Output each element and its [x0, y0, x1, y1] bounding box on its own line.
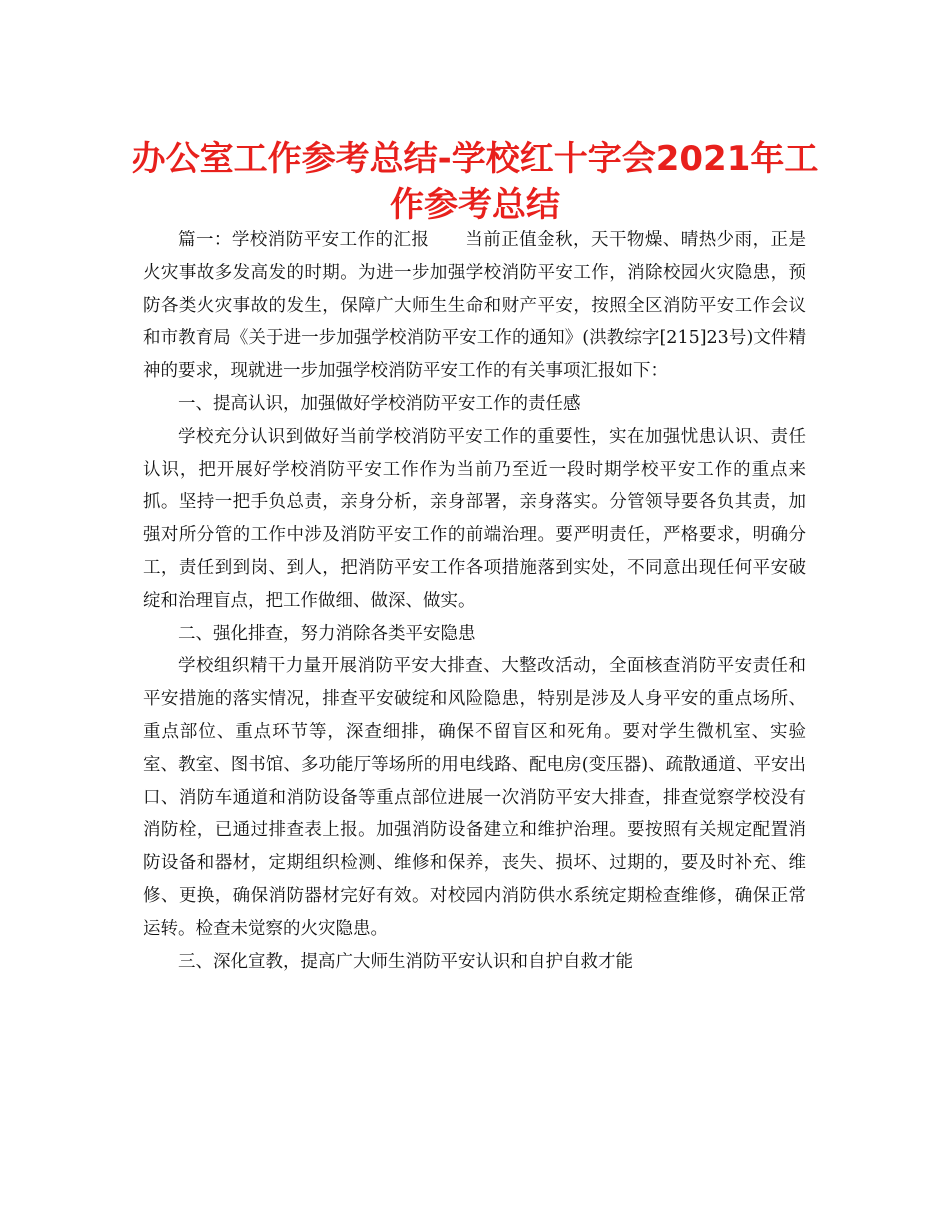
document-title: 办公室工作参考总结-学校红十字会2021年工作参考总结: [131, 139, 819, 225]
paragraph-section-1: 学校充分认识到做好当前学校消防平安工作的重要性，实在加强忧患认识、责任认识，把开展好学校消防平安工作作为当前乃至近一段时期学校平安工作的重点来抓。坚持一把手负总责，亲身分析，亲身部署，亲身落实。分管领导要各负其责，加强对所分管的工作中涉及消防平安工作的前端治理。要严明责任，严格要求，明确分工，责任到到岗、到人，把消防平安工作各项措施落到实处，不同意出现任何平安破绽和治理盲点，把工作做细、做深、做实。: [143, 426, 806, 611]
section-heading-1: 一、提高认识，加强做好学校消防平安工作的责任感: [178, 393, 581, 414]
paragraph-intro: 篇一：学校消防平安工作的汇报 当前正值金秋，天干物燥、晴热少雨，正是火灾事故多发高发的时期。为进一步加强学校消防平安工作，消除校园火灾隐患，预防各类火灾事故的发生，保障广大师生生命和财产平安，按照全区消防平安工作会议和市教育局《关于进一步加强学校消防平安工作的通知》(洪教综字[215]23号)文件精神的要求，现就进一步加强学校消防平安工作的有关事项汇报如下：: [143, 230, 806, 382]
section-heading-2: 二、强化排查，努力消除各类平安隐患: [178, 623, 476, 644]
paragraph-section-2: 学校组织精干力量开展消防平安大排查、大整改活动，全面核查消防平安责任和平安措施的落实情况，排查平安破绽和风险隐患，特别是涉及人身平安的重点场所、重点部位、重点环节等，深查细排，确保不留盲区和死角。要对学生微机室、实验室、教室、图书馆、多功能厅等场所的用电线路、配电房(变压器)、疏散通道、平安出口、消防车通道和消防设备等重点部位进展一次消防平安大排查，排查觉察学校没有消防栓，已通过排查表上报。加强消防设备建立和维护治理。要按照有关规定配置消防设备和器材，定期组织检测、维修和保养，丧失、损坏、过期的，要及时补充、维修、更换，确保消防器材完好有效。对校园内消防供水系统定期检查维修，确保正常运转。检查未觉察的火灾隐患。: [143, 656, 806, 939]
section-heading-3: 三、深化宣教，提高广大师生消防平安认识和自护自救才能: [178, 951, 633, 972]
document-body: [143, 224, 806, 978]
